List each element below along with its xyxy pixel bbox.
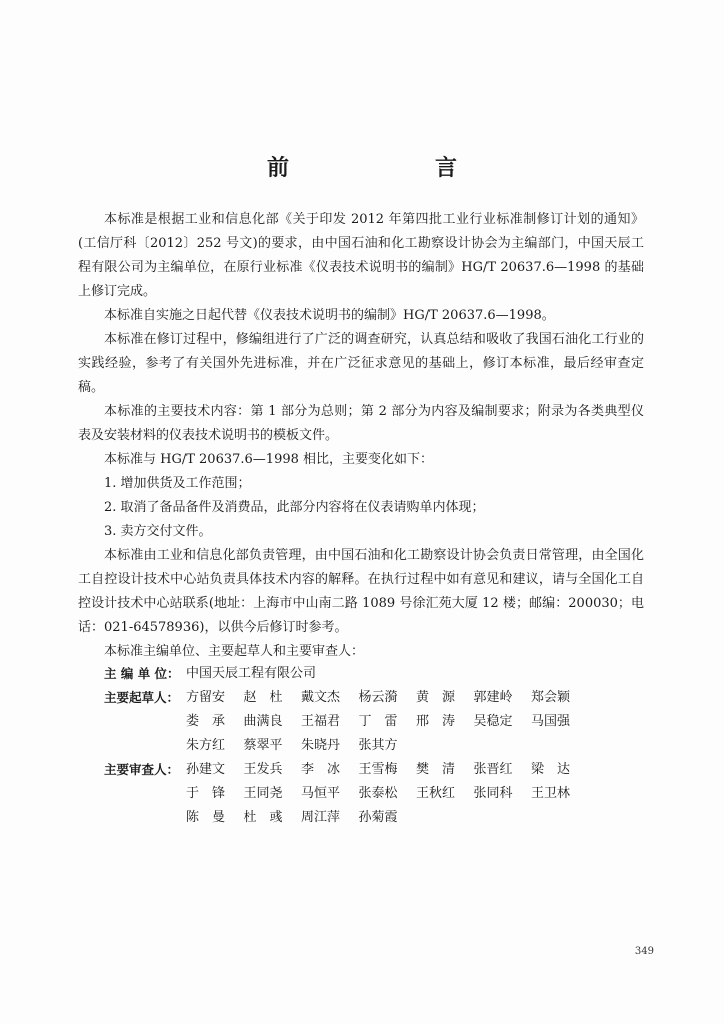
person-name: 王雪梅 — [358, 762, 398, 777]
paragraph: 本标准自实施之日起代替《仪表技术说明书的编制》HG/T 20637.6—1998。 — [104, 308, 555, 323]
drafters-label: 主要起草人： — [104, 690, 180, 705]
person-name: 李 冰 — [301, 762, 341, 777]
reviewers-names — [186, 758, 644, 830]
person-name: 马国强 — [531, 714, 571, 729]
person-name: 杜 彧 — [243, 810, 283, 825]
person-name: 戴文杰 — [301, 690, 341, 705]
person-name: 赵 杜 — [243, 690, 283, 705]
person-name: 樊 清 — [416, 762, 456, 777]
list-item: 1. 增加供货及工作范围； — [104, 476, 251, 491]
person-name: 曲满良 — [243, 714, 283, 729]
person-name: 吴稳定 — [473, 714, 513, 729]
person-name: 张其方 — [358, 738, 398, 753]
person-name: 朱晓丹 — [301, 738, 341, 753]
person-name: 周江萍 — [301, 810, 341, 825]
reviewers-row — [104, 758, 644, 830]
person-name: 邢 涛 — [416, 714, 456, 729]
person-name: 张泰松 — [358, 786, 398, 801]
person-name: 张同科 — [473, 786, 513, 801]
person-name: 黄 源 — [416, 690, 456, 705]
page-number: 349 — [634, 946, 654, 957]
person-name: 孙菊霞 — [358, 810, 398, 825]
paragraph: 本标准是根据工业和信息化部《关于印发 2012 年第四批工业行业标准制修订计划的通知》(工信厅科〔2012〕252 号文)的要求，由中国石油和化工勘察设计协会为主编部门，中国天辰工程有限公司为主编单位，在原行业标准《仪表技术说明书的编制》HG/T 20637.6—1998 的基础上修订完成。 — [78, 212, 644, 299]
person-name: 王发兵 — [243, 762, 283, 777]
person-name: 王福君 — [301, 714, 341, 729]
person-name: 于 锋 — [186, 786, 226, 801]
person-name: 方留安 — [186, 690, 226, 705]
chief-unit-value: 中国天辰工程有限公司 — [186, 666, 317, 681]
person-name: 王卫林 — [531, 786, 571, 801]
list-item: 3. 卖方交付文件。 — [104, 524, 212, 539]
reviewers-label: 主要审查人： — [104, 762, 180, 777]
paragraph: 本标准在修订过程中，修编组进行了广泛的调查研究，认真总结和吸收了我国石油化工行业的实践经验，参考了有关国外先进标准，并在广泛征求意见的基础上，修订本标准，最后经审查定稿。 — [78, 332, 644, 395]
person-name: 孙建文 — [186, 762, 226, 777]
chief-unit-row — [104, 662, 644, 686]
paragraph: 本标准由工业和信息化部负责管理，由中国石油和化工勘察设计协会负责日常管理，由全国化工自控设计技术中心站负责具体技术内容的解释。在执行过程中如有意见和建议，请与全国化工自控设计技术中心站联系(地址：上海市中山南二路 1089 号徐汇苑大厦 12 楼；邮编：200030；电话：021-64578936)，以供今后修订时参考。 — [78, 548, 644, 635]
paragraph: 本标准的主要技术内容：第 1 部分为总则；第 2 部分为内容及编制要求；附录为各类典型仪表及安装材料的仪表技术说明书的模板文件。 — [78, 404, 644, 443]
person-name: 娄 承 — [186, 714, 226, 729]
personnel-list — [78, 662, 644, 830]
paragraph: 本标准与 HG/T 20637.6—1998 相比，主要变化如下： — [104, 452, 434, 467]
person-name: 蔡翠平 — [243, 738, 283, 753]
person-name: 马恒平 — [301, 786, 341, 801]
person-name: 杨云漪 — [358, 690, 398, 705]
person-name: 梁 达 — [531, 762, 571, 777]
person-name: 王秋红 — [416, 786, 456, 801]
person-name: 王同尧 — [243, 786, 283, 801]
paragraph: 本标准主编单位、主要起草人和主要审查人： — [104, 644, 365, 659]
person-name: 郑会颖 — [531, 690, 571, 705]
person-name: 朱方红 — [186, 738, 226, 753]
drafters-names — [186, 686, 644, 758]
foreword-body — [78, 208, 644, 664]
person-name: 郭建岭 — [473, 690, 513, 705]
drafters-row — [104, 686, 644, 758]
chief-unit-label: 主 编 单 位： — [104, 666, 180, 681]
list-item: 2. 取消了备品备件及消费品，此部分内容将在仪表请购单内体现； — [104, 500, 485, 515]
page-title: 前 言 — [266, 156, 491, 181]
person-name: 陈 曼 — [186, 810, 226, 825]
person-name: 丁 雷 — [358, 714, 398, 729]
person-name: 张晋红 — [473, 762, 513, 777]
